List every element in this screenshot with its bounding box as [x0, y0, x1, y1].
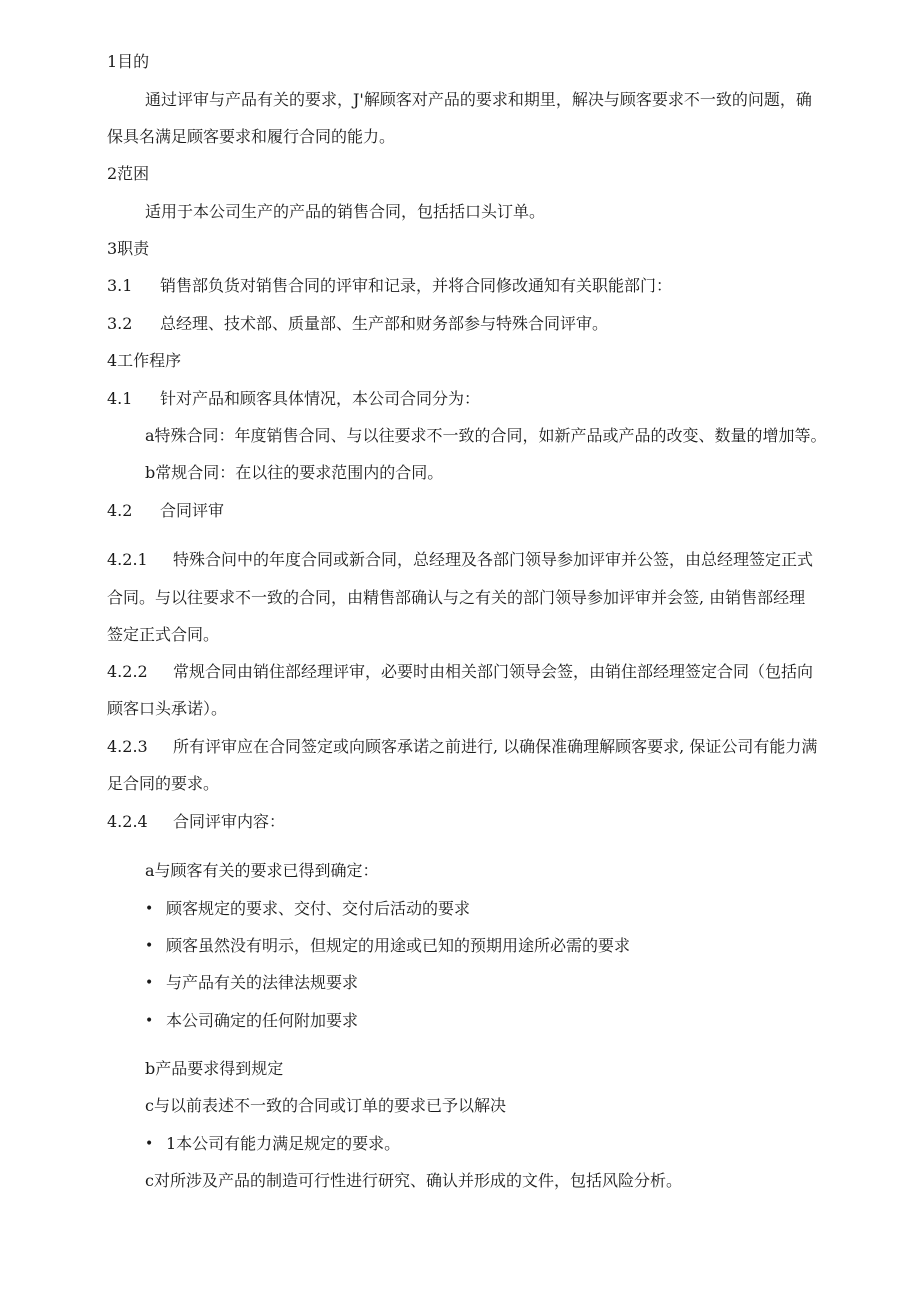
item-4-1-text: 针对产品和顾客具体情况，本公司合同分为： [160, 389, 481, 408]
item-3-2-number: 3.2 [107, 314, 133, 333]
list-item: 顾客规定的要求、交付、交付后活动的要求 [166, 899, 471, 918]
item-4-2-4-a: a与顾客有关的要求已得到确定： [145, 861, 379, 880]
item-4-2-2-line-1: 常规合同由销住部经理评审，必要时由相关部门领导会签，由销住部经理签定合同（包括向 [173, 662, 814, 681]
section-1-paragraph-line-2: 保具名满足顾客要求和履行合同的能力。 [107, 127, 396, 146]
item-3-1-text: 销售部负货对销售合同的评审和记录，并将合同修改通知有关职能部门： [160, 276, 673, 295]
list-item: 本公司确定的任何附加要求 [166, 1011, 359, 1030]
item-4-2-4-number: 4.2.4 [107, 812, 148, 831]
item-4-2-number: 4.2 [107, 501, 133, 520]
item-3-1-number: 3.1 [107, 276, 133, 295]
section-3-heading: 3职责 [107, 239, 150, 258]
item-4-2-1-number: 4.2.1 [107, 550, 148, 569]
item-4-2-text: 合同评审 [160, 501, 225, 520]
item-3-2-text: 总经理、技术部、质量部、生产部和财务部参与特殊合同评审。 [160, 314, 609, 333]
item-4-2-3-number: 4.2.3 [107, 737, 148, 756]
item-4-2-2-line-2: 顾客口头承诺）。 [107, 699, 228, 718]
item-4-2-1-line-3: 签定正式合同。 [107, 625, 220, 644]
item-4-2-1-line-1: 特殊合问中的年度合同或新合同，总经理及各部门领导参加评审并公签，由总经理签定正式 [173, 550, 814, 569]
bullet-marker: • [145, 938, 154, 954]
list-item: 顾客虽然没有明示，但规定的用途或已知的预期用途所必需的要求 [166, 936, 631, 955]
section-2-heading: 2范困 [107, 164, 150, 183]
item-4-2-4-text: 合同评审内容： [173, 812, 286, 831]
item-4-2-4-b: b产品要求得到规定 [145, 1059, 284, 1078]
bullet-marker: • [145, 1136, 154, 1152]
section-1-paragraph-line-1: 通过评审与产品有关的要求，J'解顾客对产品的要求和期里，解决与顾客要求不一致的问题，确 [145, 90, 812, 109]
item-4-1-b: b常规合同：在以往的要求范围内的合同。 [145, 463, 444, 482]
item-4-2-3-line-1: 所有评审应在合同签定或向顾客承诺之前进行, 以确保准确理解顾客要求, 保证公司有能力满 [173, 737, 818, 756]
list-item: 1本公司有能力满足规定的要求。 [166, 1134, 401, 1153]
item-4-1-a: a特殊合同：年度销售合同、与以往要求不一致的合同，如新产品或产品的改变、数量的增加等。 [145, 426, 827, 445]
bullet-marker: • [145, 975, 154, 991]
item-4-2-3-line-2: 足合同的要求。 [107, 774, 220, 793]
bullet-marker: • [145, 901, 154, 917]
item-4-2-1-line-2: 合同。与以往要求不一致的合同，由精售部确认与之有关的部门领导参加评审并会签, 由销售部经理 [107, 588, 806, 607]
section-2-paragraph: 适用于本公司生产的产品的销售合同，包括括口头订单。 [145, 202, 546, 221]
item-4-2-4-c-first: c与以前表述不一致的合同或订单的要求已予以解决 [145, 1096, 506, 1115]
bullet-marker: • [145, 1013, 154, 1029]
section-1-heading: 1目的 [107, 52, 150, 71]
item-4-1-number: 4.1 [107, 389, 133, 408]
item-4-2-4-c-second: c对所涉及产品的制造可行性进行研究、确认并形成的文件，包括风险分析。 [145, 1171, 682, 1190]
list-item: 与产品有关的法律法规要求 [166, 973, 359, 992]
section-4-heading: 4工作程序 [107, 351, 182, 370]
item-4-2-2-number: 4.2.2 [107, 662, 148, 681]
